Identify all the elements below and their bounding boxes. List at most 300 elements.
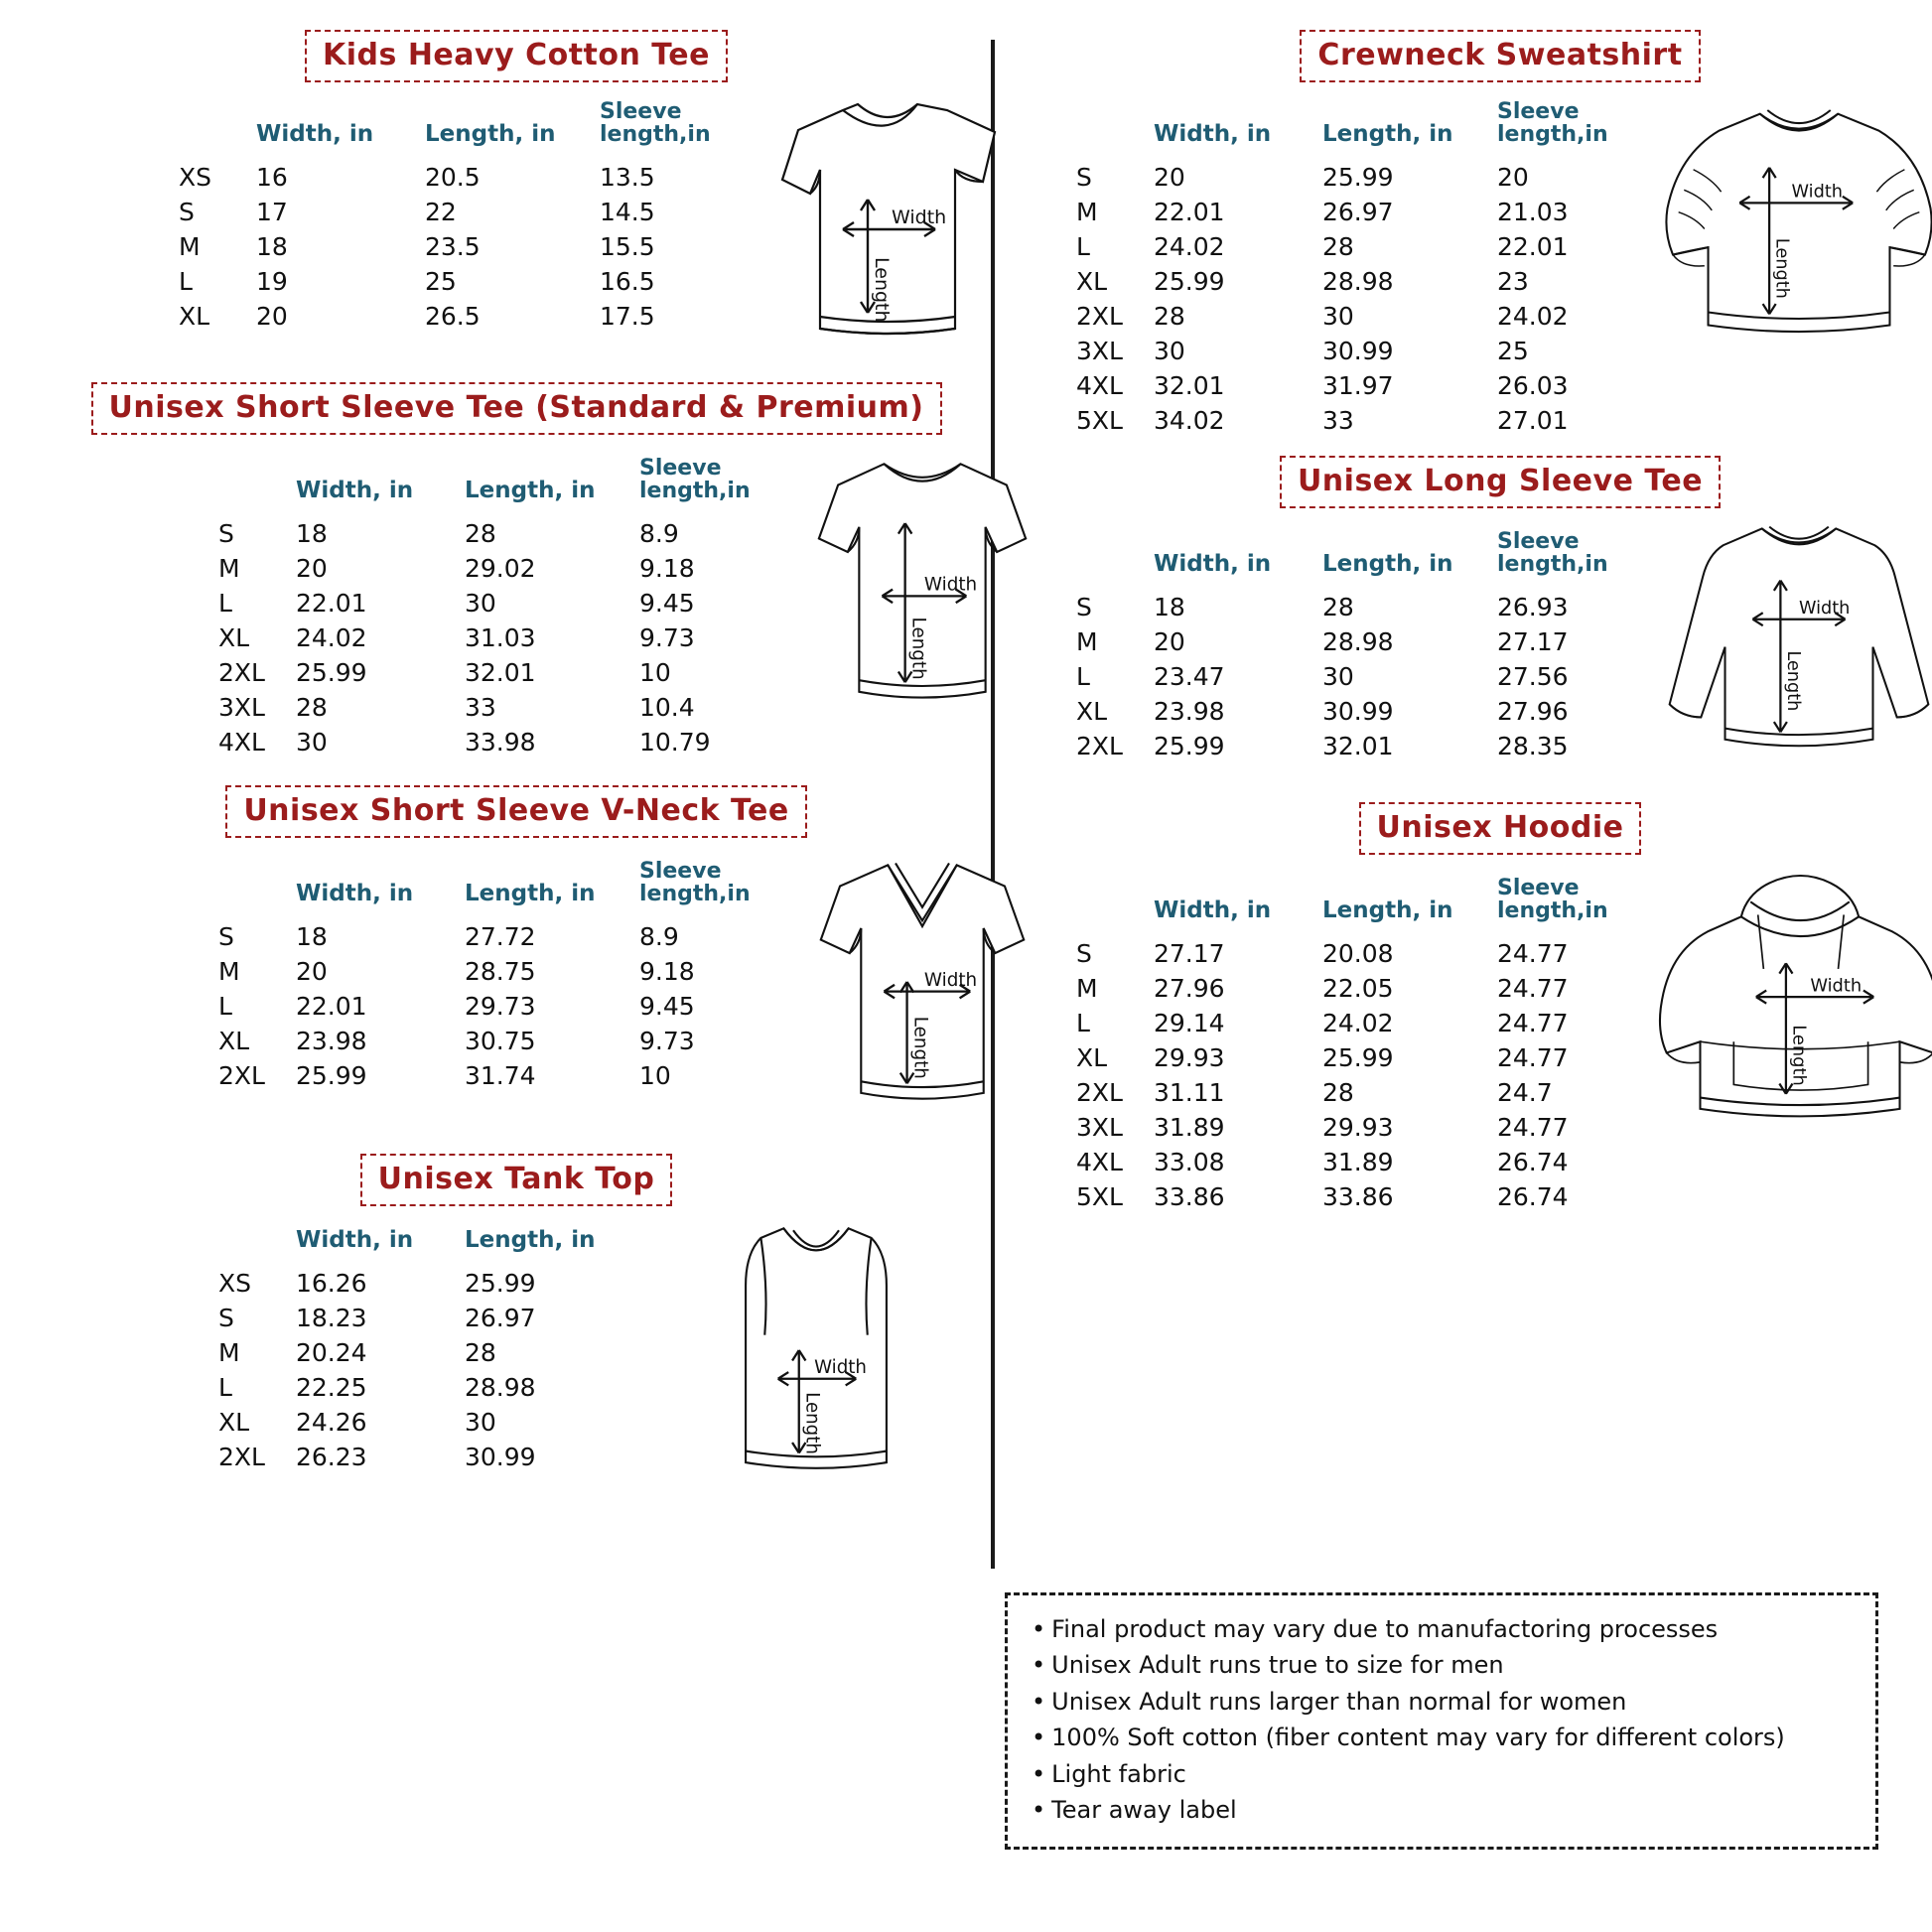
col-header-sleeve-line1: Sleeve	[1497, 529, 1580, 555]
cell-width: 27.96	[1154, 974, 1225, 1004]
cell-size: XL	[218, 623, 250, 653]
notes-list	[1032, 1611, 1856, 1829]
table-row	[218, 989, 788, 1024]
cell-length: 32.01	[465, 658, 536, 688]
col-header-width: Width, in	[1154, 121, 1272, 148]
cell-width: 22.25	[296, 1373, 367, 1403]
cell-size: XL	[179, 302, 210, 332]
section-unisex-short-sleeve-v-neck-tee	[40, 785, 993, 1126]
cell-length: 25.99	[1322, 1043, 1394, 1073]
garment-illustration-vneck	[788, 838, 1056, 1126]
col-header-width: Width, in	[1154, 897, 1272, 924]
cell-size: 2XL	[1076, 732, 1123, 761]
table-row	[218, 551, 788, 586]
cell-length: 31.74	[465, 1061, 536, 1091]
col-header-sleeve	[1497, 530, 1646, 590]
title-wrap	[1048, 802, 1932, 855]
width-arrow-label: Width	[1799, 599, 1851, 620]
col-header-width: Width, in	[296, 1227, 414, 1254]
cell-sleeve: 9.45	[639, 589, 695, 619]
table-header-row	[1076, 530, 1646, 590]
cell-width: 18	[296, 519, 328, 549]
cell-length: 30	[1322, 302, 1354, 332]
bullet-icon: •	[1032, 1759, 1046, 1788]
cell-size: 2XL	[1076, 1078, 1123, 1108]
cell-length: 22.05	[1322, 974, 1394, 1004]
table-row	[1076, 334, 1646, 368]
table-row	[218, 586, 788, 621]
table-row	[1076, 229, 1646, 264]
size-table-block	[218, 457, 788, 759]
cell-sleeve: 22.01	[1497, 232, 1569, 262]
col-header-size	[218, 457, 296, 516]
table-row	[1076, 936, 1646, 971]
col-header-length: Length, in	[465, 1227, 596, 1254]
col-header-length: Length, in	[1322, 897, 1453, 924]
col-header-sleeve-line2: length,in	[1497, 552, 1608, 578]
col-header-width: Width, in	[256, 121, 374, 148]
cell-width: 30	[296, 728, 328, 758]
size-table	[179, 100, 749, 334]
width-arrow-label: Width	[1810, 975, 1863, 997]
cell-size: M	[1076, 198, 1098, 227]
cell-width: 23.98	[296, 1027, 367, 1056]
cell-size: XL	[1076, 267, 1108, 297]
table-row	[179, 229, 749, 264]
cell-length: 29.93	[1322, 1113, 1394, 1143]
note-item	[1032, 1756, 1856, 1792]
cell-width: 31.89	[1154, 1113, 1225, 1143]
garment-illustration-tshirt	[788, 435, 1056, 723]
section-body	[1048, 508, 1932, 776]
cell-length: 31.97	[1322, 371, 1394, 401]
note-text: Light fabric	[1051, 1759, 1186, 1788]
cell-size: M	[1076, 974, 1098, 1004]
cell-sleeve: 10.79	[639, 728, 711, 758]
cell-size: 2XL	[218, 658, 265, 688]
cell-size: S	[1076, 163, 1092, 193]
col-header-sleeve-line2: length,in	[600, 122, 711, 148]
note-text: 100% Soft cotton (fiber content may vary for different colors)	[1051, 1724, 1785, 1752]
cell-size: L	[218, 589, 232, 619]
cell-sleeve: 9.18	[639, 554, 695, 584]
length-arrow-label: Length	[909, 1016, 931, 1080]
cell-sleeve: 24.02	[1497, 302, 1569, 332]
note-item	[1032, 1792, 1856, 1828]
col-header-sleeve-line2: length,in	[1497, 122, 1608, 148]
table-row	[1076, 590, 1646, 624]
cell-sleeve: 27.96	[1497, 697, 1569, 727]
cell-length: 27.72	[465, 922, 536, 952]
length-arrow-label: Length	[1788, 1025, 1810, 1086]
cell-size: L	[179, 267, 193, 297]
col-header-size	[1076, 877, 1154, 936]
cell-size: S	[1076, 939, 1092, 969]
cell-length: 28	[465, 519, 496, 549]
cell-width: 20	[1154, 627, 1185, 657]
cell-sleeve: 10	[639, 1061, 671, 1091]
cell-width: 27.17	[1154, 939, 1225, 969]
cell-size: L	[1076, 662, 1090, 692]
cell-width: 20	[256, 302, 288, 332]
table-row	[218, 725, 788, 759]
cell-width: 34.02	[1154, 406, 1225, 436]
cell-size: XS	[179, 163, 211, 193]
width-arrow-label: Width	[892, 207, 947, 228]
cell-sleeve: 9.45	[639, 992, 695, 1022]
table-row	[1076, 659, 1646, 694]
cell-width: 29.14	[1154, 1009, 1225, 1038]
table-row	[1076, 624, 1646, 659]
cell-length: 33.98	[465, 728, 536, 758]
cell-length: 30	[1322, 662, 1354, 692]
bullet-icon: •	[1032, 1687, 1046, 1716]
cell-size: 4XL	[218, 728, 265, 758]
cell-size: 3XL	[218, 693, 265, 723]
table-row	[218, 621, 788, 655]
table-row	[1076, 1145, 1646, 1179]
cell-width: 16.26	[296, 1269, 367, 1299]
cell-length: 32.01	[1322, 732, 1394, 761]
cell-size: S	[179, 198, 195, 227]
cell-width: 17	[256, 198, 288, 227]
cell-sleeve: 10	[639, 658, 671, 688]
note-item	[1032, 1684, 1856, 1720]
table-row	[1076, 971, 1646, 1006]
table-row	[218, 690, 788, 725]
size-table	[1076, 100, 1646, 438]
col-header-width: Width, in	[296, 881, 414, 907]
col-header-sleeve-line1: Sleeve	[1497, 876, 1580, 901]
table-row	[218, 1440, 639, 1474]
table-row	[218, 655, 788, 690]
title-wrap	[1048, 456, 1932, 508]
col-header-size	[1076, 100, 1154, 160]
note-item	[1032, 1720, 1856, 1755]
section-title: Unisex Hoodie	[1359, 802, 1642, 855]
cell-width: 32.01	[1154, 371, 1225, 401]
cell-width: 25.99	[296, 658, 367, 688]
col-header-sleeve	[1497, 100, 1646, 160]
size-table-block	[218, 1228, 639, 1474]
bullet-icon: •	[1032, 1796, 1046, 1825]
size-table-block	[218, 860, 788, 1093]
cell-length: 20.08	[1322, 939, 1394, 969]
cell-size: 4XL	[1076, 1148, 1123, 1177]
garment-illustration-sweatshirt	[1646, 82, 1932, 360]
cell-width: 18	[256, 232, 288, 262]
cell-length: 25	[425, 267, 457, 297]
section-body	[40, 1206, 993, 1494]
cell-width: 33.08	[1154, 1148, 1225, 1177]
col-header-sleeve-line2: length,in	[639, 882, 751, 907]
cell-length: 26.5	[425, 302, 481, 332]
bullet-icon: •	[1032, 1615, 1046, 1643]
col-header-sleeve-line1: Sleeve	[639, 859, 722, 885]
cell-length: 22	[425, 198, 457, 227]
cell-length: 25.99	[465, 1269, 536, 1299]
table-row	[218, 1405, 639, 1440]
section-title: Unisex Short Sleeve V-Neck Tee	[225, 785, 806, 838]
cell-length: 28	[1322, 232, 1354, 262]
title-wrap	[40, 382, 993, 435]
note-item	[1032, 1647, 1856, 1683]
col-header-size	[1076, 530, 1154, 590]
cell-length: 23.5	[425, 232, 481, 262]
table-row	[218, 516, 788, 551]
section-unisex-long-sleeve-tee	[1048, 456, 1932, 776]
section-title: Unisex Long Sleeve Tee	[1280, 456, 1721, 508]
cell-size: L	[218, 992, 232, 1022]
cell-size: M	[218, 1338, 240, 1368]
cell-width: 31.11	[1154, 1078, 1225, 1108]
cell-length: 33.86	[1322, 1182, 1394, 1212]
size-table	[1076, 530, 1646, 763]
table-header-row	[179, 100, 749, 160]
length-arrow-label: Length	[907, 617, 929, 680]
cell-length: 28.75	[465, 957, 536, 987]
cell-size: L	[1076, 1009, 1090, 1038]
cell-width: 24.02	[296, 623, 367, 653]
cell-sleeve: 26.74	[1497, 1182, 1569, 1212]
cell-sleeve: 17.5	[600, 302, 655, 332]
cell-length: 30	[465, 1408, 496, 1438]
table-header-row	[1076, 877, 1646, 936]
garment-illustration-longsleeve	[1646, 508, 1932, 776]
cell-size: 3XL	[1076, 1113, 1123, 1143]
col-header-sleeve	[1497, 877, 1646, 936]
width-arrow-label: Width	[1791, 182, 1844, 203]
cell-width: 16	[256, 163, 288, 193]
note-text: Unisex Adult runs larger than normal for women	[1051, 1687, 1627, 1716]
bullet-icon: •	[1032, 1651, 1046, 1680]
cell-size: XS	[218, 1269, 251, 1299]
cell-sleeve: 21.03	[1497, 198, 1569, 227]
cell-length: 30.99	[465, 1443, 536, 1472]
cell-width: 19	[256, 267, 288, 297]
size-table-block	[1076, 100, 1646, 438]
cell-length: 28.98	[1322, 267, 1394, 297]
cell-size: L	[1076, 232, 1090, 262]
cell-width: 20	[296, 554, 328, 584]
cell-width: 25.99	[1154, 267, 1225, 297]
table-header-row	[218, 457, 788, 516]
col-header-length: Length, in	[1322, 551, 1453, 578]
cell-width: 20.24	[296, 1338, 367, 1368]
cell-length: 25.99	[1322, 163, 1394, 193]
garment-illustration-tshirt	[749, 82, 1027, 360]
col-header-sleeve-line2: length,in	[639, 479, 751, 504]
title-wrap	[1048, 30, 1932, 82]
length-arrow-label: Length	[871, 257, 893, 323]
col-header-sleeve	[639, 457, 788, 516]
garment-illustration-hoodie	[1646, 855, 1932, 1143]
left-column	[40, 30, 993, 1902]
cell-size: 5XL	[1076, 406, 1123, 436]
size-table	[218, 457, 788, 759]
cell-sleeve: 25	[1497, 337, 1529, 366]
garment-illustration-tank	[639, 1206, 993, 1494]
table-row	[1076, 195, 1646, 229]
cell-length: 30.99	[1322, 337, 1394, 366]
length-arrow-label: Length	[1782, 650, 1803, 712]
cell-width: 33.86	[1154, 1182, 1225, 1212]
table-row	[1076, 1040, 1646, 1075]
cell-length: 30.75	[465, 1027, 536, 1056]
cell-size: 2XL	[218, 1443, 265, 1472]
table-row	[1076, 1006, 1646, 1040]
cell-length: 31.89	[1322, 1148, 1394, 1177]
cell-size: L	[218, 1373, 232, 1403]
cell-sleeve: 9.18	[639, 957, 695, 987]
cell-width: 22.01	[296, 589, 367, 619]
cell-width: 18.23	[296, 1304, 367, 1333]
cell-size: S	[218, 922, 234, 952]
col-header-sleeve-line1: Sleeve	[600, 99, 682, 124]
cell-width: 28	[296, 693, 328, 723]
cell-size: 4XL	[1076, 371, 1123, 401]
col-header-sleeve-line1: Sleeve	[1497, 99, 1580, 124]
col-header-length: Length, in	[425, 121, 556, 148]
table-row	[1076, 264, 1646, 299]
cell-width: 20	[1154, 163, 1185, 193]
cell-size: 5XL	[1076, 1182, 1123, 1212]
cell-length: 29.02	[465, 554, 536, 584]
col-header-width: Width, in	[296, 478, 414, 504]
length-arrow-label: Length	[1771, 237, 1792, 299]
cell-width: 24.02	[1154, 232, 1225, 262]
table-row	[179, 299, 749, 334]
cell-size: S	[218, 519, 234, 549]
cell-sleeve: 24.77	[1497, 1113, 1569, 1143]
cell-length: 29.73	[465, 992, 536, 1022]
cell-length: 28	[1322, 1078, 1354, 1108]
section-body	[40, 838, 993, 1126]
col-header-size	[218, 860, 296, 919]
cell-length: 33	[465, 693, 496, 723]
note-text: Final product may vary due to manufactoring processes	[1051, 1615, 1719, 1643]
cell-sleeve: 13.5	[600, 163, 655, 193]
cell-sleeve: 27.17	[1497, 627, 1569, 657]
col-header-sleeve	[639, 860, 788, 919]
cell-width: 29.93	[1154, 1043, 1225, 1073]
cell-length: 30.99	[1322, 697, 1394, 727]
cell-length: 28.98	[1322, 627, 1394, 657]
cell-sleeve: 28.35	[1497, 732, 1569, 761]
table-row	[218, 954, 788, 989]
table-row	[218, 1335, 639, 1370]
table-row	[179, 160, 749, 195]
section-title: Unisex Short Sleeve Tee (Standard & Premium)	[91, 382, 942, 435]
cell-size: XL	[218, 1027, 250, 1056]
cell-size: XL	[1076, 1043, 1108, 1073]
table-row	[218, 1301, 639, 1335]
table-row	[218, 1058, 788, 1093]
cell-length: 33	[1322, 406, 1354, 436]
cell-sleeve: 24.77	[1497, 1009, 1569, 1038]
cell-width: 25.99	[1154, 732, 1225, 761]
title-wrap	[40, 785, 993, 838]
cell-length: 26.97	[1322, 198, 1394, 227]
cell-width: 22.01	[296, 992, 367, 1022]
cell-sleeve: 24.7	[1497, 1078, 1553, 1108]
cell-width: 22.01	[1154, 198, 1225, 227]
cell-width: 20	[296, 957, 328, 987]
section-body	[1048, 855, 1932, 1214]
cell-sleeve: 27.56	[1497, 662, 1569, 692]
table-row	[179, 195, 749, 229]
cell-sleeve: 20	[1497, 163, 1529, 193]
col-header-size	[179, 100, 256, 160]
cell-length: 24.02	[1322, 1009, 1394, 1038]
cell-size: M	[218, 957, 240, 987]
cell-length: 28.98	[465, 1373, 536, 1403]
table-row	[1076, 403, 1646, 438]
title-wrap	[40, 1154, 993, 1206]
cell-sleeve: 9.73	[639, 1027, 695, 1056]
cell-size: M	[1076, 627, 1098, 657]
table-header-row	[218, 860, 788, 919]
table-row	[179, 264, 749, 299]
cell-size: 3XL	[1076, 337, 1123, 366]
table-row	[218, 1266, 639, 1301]
cell-sleeve: 9.73	[639, 623, 695, 653]
cell-size: S	[1076, 593, 1092, 622]
section-unisex-hoodie	[1048, 802, 1932, 1214]
cell-sleeve: 24.77	[1497, 974, 1569, 1004]
size-table	[1076, 877, 1646, 1214]
cell-sleeve: 8.9	[639, 922, 679, 952]
cell-sleeve: 26.03	[1497, 371, 1569, 401]
cell-sleeve: 14.5	[600, 198, 655, 227]
table-row	[1076, 160, 1646, 195]
size-table-block	[1076, 877, 1646, 1214]
section-kids-heavy-cotton-tee	[40, 30, 993, 360]
section-unisex-tank-top	[40, 1154, 993, 1494]
cell-width: 23.98	[1154, 697, 1225, 727]
cell-length: 28	[1322, 593, 1354, 622]
title-wrap	[40, 30, 993, 82]
col-header-width: Width, in	[1154, 551, 1272, 578]
cell-size: S	[218, 1304, 234, 1333]
table-row	[1076, 368, 1646, 403]
cell-sleeve: 26.74	[1497, 1148, 1569, 1177]
width-arrow-label: Width	[814, 1357, 867, 1379]
cell-size: 2XL	[1076, 302, 1123, 332]
cell-sleeve: 24.77	[1497, 939, 1569, 969]
col-header-length: Length, in	[465, 478, 596, 504]
cell-width: 18	[1154, 593, 1185, 622]
section-body	[1048, 82, 1932, 438]
col-header-length: Length, in	[465, 881, 596, 907]
table-row	[1076, 1179, 1646, 1214]
table-header-row	[1076, 100, 1646, 160]
col-header-sleeve-line2: length,in	[1497, 898, 1608, 924]
length-arrow-label: Length	[801, 1392, 823, 1455]
table-row	[218, 1370, 639, 1405]
size-table	[218, 1228, 639, 1474]
table-row	[1076, 299, 1646, 334]
note-item	[1032, 1611, 1856, 1647]
size-table-block	[179, 100, 749, 334]
cell-size: 2XL	[218, 1061, 265, 1091]
col-header-sleeve	[600, 100, 749, 160]
cell-sleeve: 23	[1497, 267, 1529, 297]
cell-sleeve: 26.93	[1497, 593, 1569, 622]
cell-width: 26.23	[296, 1443, 367, 1472]
section-title: Crewneck Sweatshirt	[1300, 30, 1700, 82]
section-crewneck-sweatshirt	[1048, 30, 1932, 438]
